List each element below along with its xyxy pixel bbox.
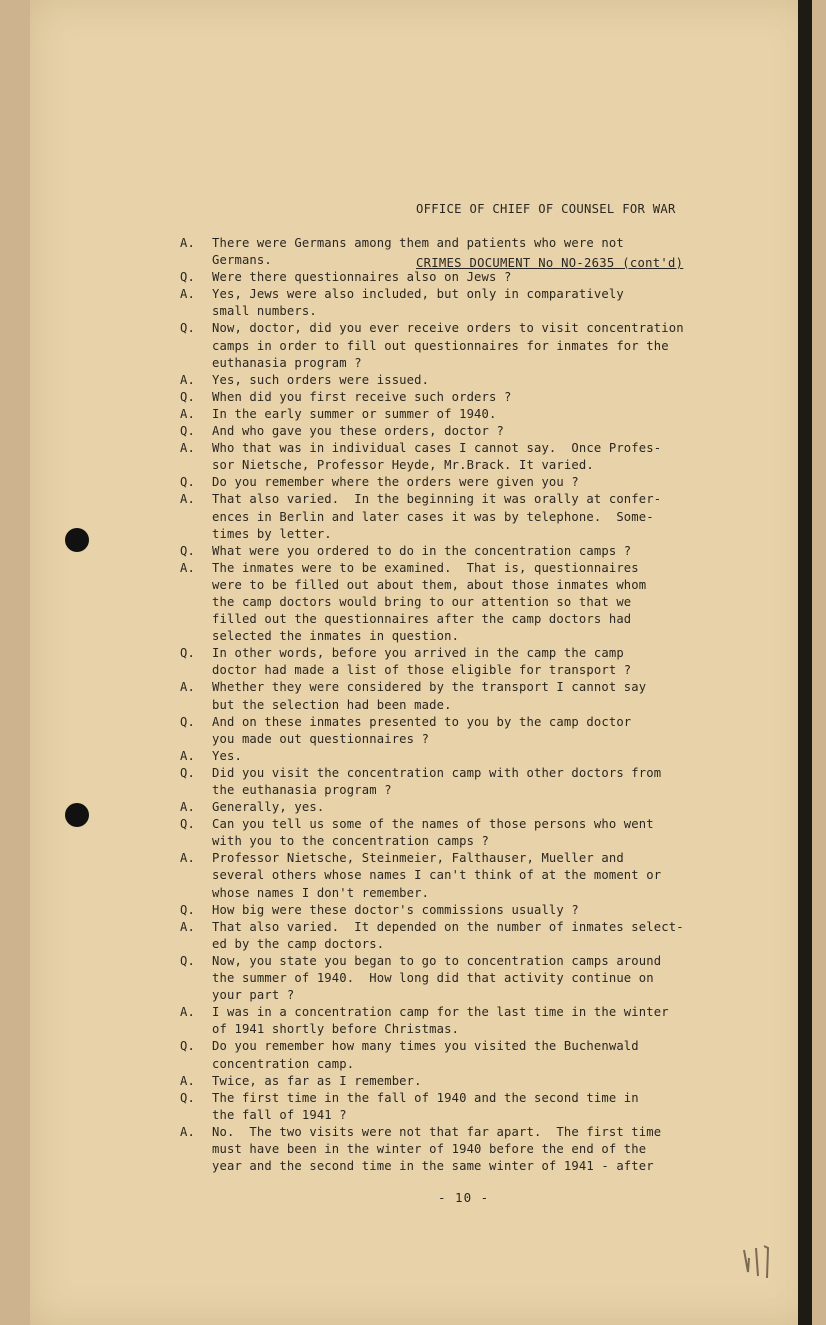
- speaker-label: A.: [180, 372, 195, 387]
- transcript-line: What were you ordered to do in the concentration camps ?: [212, 543, 632, 558]
- transcript-line: Who that was in individual cases I cannot say. Once Profes-: [212, 441, 662, 456]
- transcript-line: the summer of 1940. How long did that activity continue on: [212, 971, 654, 986]
- transcript-line: Do you remember where the orders were given you ?: [212, 475, 579, 490]
- transcript-line: ences in Berlin and later cases it was by telephone. Some-: [212, 509, 654, 524]
- speaker-label: Q.: [180, 389, 195, 404]
- answer-entry: [172, 1004, 742, 1038]
- question-entry: [172, 714, 742, 748]
- transcript-line: How big were these doctor's commissions usually ?: [212, 902, 579, 917]
- speaker-label: A.: [180, 1124, 195, 1139]
- speaker-label: A.: [180, 236, 195, 250]
- header-line-1: OFFICE OF CHIEF OF COUNSEL FOR WAR: [416, 202, 676, 216]
- answer-entry: [172, 919, 742, 953]
- answer-entry: [172, 560, 742, 645]
- answer-entry: [172, 1124, 742, 1175]
- transcript-line: Yes.: [212, 748, 242, 763]
- scan-edge-strip: [798, 0, 812, 1325]
- transcript-line: your part ?: [212, 988, 295, 1003]
- transcript-line: times by letter.: [212, 526, 332, 541]
- answer-entry: [172, 679, 742, 713]
- speaker-label: A.: [180, 1073, 195, 1088]
- transcript-line: with you to the concentration camps ?: [212, 834, 490, 849]
- transcript-line: I was in a concentration camp for the last time in the winter: [212, 1005, 669, 1020]
- transcript-line: selected the inmates in question.: [212, 629, 460, 644]
- transcript-line: Can you tell us some of the names of those persons who went: [212, 817, 654, 832]
- question-entry: [172, 765, 742, 799]
- question-entry: [172, 1038, 742, 1072]
- transcript-line: And who gave you these orders, doctor ?: [212, 424, 505, 439]
- transcript-line: Did you visit the concentration camp with other doctors from: [212, 765, 662, 780]
- answer-entry: [172, 406, 742, 423]
- transcript-line: In the early summer or summer of 1940.: [212, 406, 497, 421]
- transcript-line: Do you remember how many times you visited the Buchenwald: [212, 1039, 639, 1054]
- speaker-label: A.: [180, 492, 195, 507]
- answer-entry: [172, 799, 742, 816]
- transcript-line: The inmates were to be examined. That is, questionnaires: [212, 560, 639, 575]
- transcript-line: There were Germans among them and patients who were not: [212, 236, 624, 250]
- speaker-label: A.: [180, 441, 195, 456]
- transcript-line: Now, you state you began to go to concentration camps around: [212, 953, 662, 968]
- transcript-line: And on these inmates presented to you by the camp doctor: [212, 714, 632, 729]
- transcript-line: Professor Nietsche, Steinmeier, Falthauser, Mueller and: [212, 851, 624, 866]
- speaker-label: Q.: [180, 817, 195, 832]
- question-entry: [172, 953, 742, 1004]
- speaker-label: Q.: [180, 1090, 195, 1105]
- speaker-label: Q.: [180, 902, 195, 917]
- header-line-2: CRIMES DOCUMENT No NO-2635 (cont'd): [416, 256, 684, 270]
- answer-entry: [172, 235, 742, 269]
- speaker-label: Q.: [180, 270, 195, 285]
- speaker-label: Q.: [180, 475, 195, 490]
- speaker-label: Q.: [180, 321, 195, 336]
- transcript-line: but the selection had been made.: [212, 697, 452, 712]
- transcript-line: Yes, such orders were issued.: [212, 372, 430, 387]
- answer-entry: [172, 748, 742, 765]
- transcript-line: That also varied. In the beginning it was orally at confer-: [212, 492, 662, 507]
- speaker-label: Q.: [180, 646, 195, 661]
- interrogation-transcript: [172, 235, 742, 1175]
- question-entry: [172, 816, 742, 850]
- answer-entry: [172, 850, 742, 901]
- transcript-line: several others whose names I can't think of at the moment or: [212, 868, 662, 883]
- transcript-line: In other words, before you arrived in the camp the camp: [212, 646, 624, 661]
- transcript-line: Germans.: [212, 253, 272, 268]
- page-number: - 10 -: [438, 1190, 490, 1205]
- question-entry: [172, 389, 742, 406]
- transcript-line: of 1941 shortly before Christmas.: [212, 1022, 460, 1037]
- answer-entry: [172, 286, 742, 320]
- question-entry: [172, 474, 742, 491]
- answer-entry: [172, 1073, 742, 1090]
- transcript-line: Whether they were considered by the transport I cannot say: [212, 680, 647, 695]
- speaker-label: Q.: [180, 765, 195, 780]
- transcript-line: The first time in the fall of 1940 and the second time in: [212, 1090, 639, 1105]
- transcript-line: filled out the questionnaires after the camp doctors had: [212, 612, 632, 627]
- speaker-label: Q.: [180, 543, 195, 558]
- speaker-label: A.: [180, 1005, 195, 1020]
- question-entry: [172, 320, 742, 371]
- transcript-line: year and the second time in the same winter of 1941 - after: [212, 1159, 654, 1174]
- question-entry: [172, 543, 742, 560]
- speaker-label: Q.: [180, 424, 195, 439]
- speaker-label: A.: [180, 680, 195, 695]
- transcript-line: doctor had made a list of those eligible for transport ?: [212, 663, 632, 678]
- question-entry: [172, 1090, 742, 1124]
- transcript-line: concentration camp.: [212, 1056, 355, 1071]
- speaker-label: A.: [180, 406, 195, 421]
- transcript-line: whose names I don't remember.: [212, 885, 430, 900]
- transcript-line: When did you first receive such orders ?: [212, 389, 512, 404]
- punch-hole-lower: [65, 803, 89, 827]
- speaker-label: A.: [180, 800, 195, 815]
- transcript-line: camps in order to fill out questionnaires for inmates for the: [212, 338, 669, 353]
- answer-entry: [172, 491, 742, 542]
- question-entry: [172, 423, 742, 440]
- question-entry: [172, 269, 742, 286]
- transcript-line: No. The two visits were not that far apart. The first time: [212, 1124, 662, 1139]
- handwritten-page-annotation: [738, 1240, 778, 1280]
- transcript-line: Yes, Jews were also included, but only in comparatively: [212, 287, 624, 302]
- transcript-line: Generally, yes.: [212, 800, 325, 815]
- punch-hole-upper: [65, 528, 89, 552]
- transcript-line: That also varied. It depended on the number of inmates select-: [212, 919, 684, 934]
- speaker-label: A.: [180, 851, 195, 866]
- speaker-label: Q.: [180, 1039, 195, 1054]
- transcript-line: you made out questionnaires ?: [212, 731, 430, 746]
- transcript-line: ed by the camp doctors.: [212, 936, 385, 951]
- transcript-line: the fall of 1941 ?: [212, 1107, 347, 1122]
- speaker-label: Q.: [180, 714, 195, 729]
- speaker-label: Q.: [180, 953, 195, 968]
- transcript-line: were to be filled out about them, about those inmates whom: [212, 577, 647, 592]
- transcript-line: sor Nietsche, Professor Heyde, Mr.Brack. It varied.: [212, 458, 594, 473]
- speaker-label: A.: [180, 748, 195, 763]
- transcript-line: Now, doctor, did you ever receive orders to visit concentration: [212, 321, 684, 336]
- transcript-line: the camp doctors would bring to our attention so that we: [212, 594, 632, 609]
- transcript-line: must have been in the winter of 1940 before the end of the: [212, 1141, 647, 1156]
- answer-entry: [172, 440, 742, 474]
- transcript-line: Were there questionnaires also on Jews ?: [212, 270, 512, 285]
- speaker-label: A.: [180, 560, 195, 575]
- transcript-line: small numbers.: [212, 304, 317, 319]
- transcript-line: euthanasia program ?: [212, 355, 362, 370]
- speaker-label: A.: [180, 287, 195, 302]
- question-entry: [172, 902, 742, 919]
- question-entry: [172, 645, 742, 679]
- transcript-line: Twice, as far as I remember.: [212, 1073, 422, 1088]
- transcript-line: the euthanasia program ?: [212, 783, 392, 797]
- answer-entry: [172, 372, 742, 389]
- speaker-label: A.: [180, 919, 195, 934]
